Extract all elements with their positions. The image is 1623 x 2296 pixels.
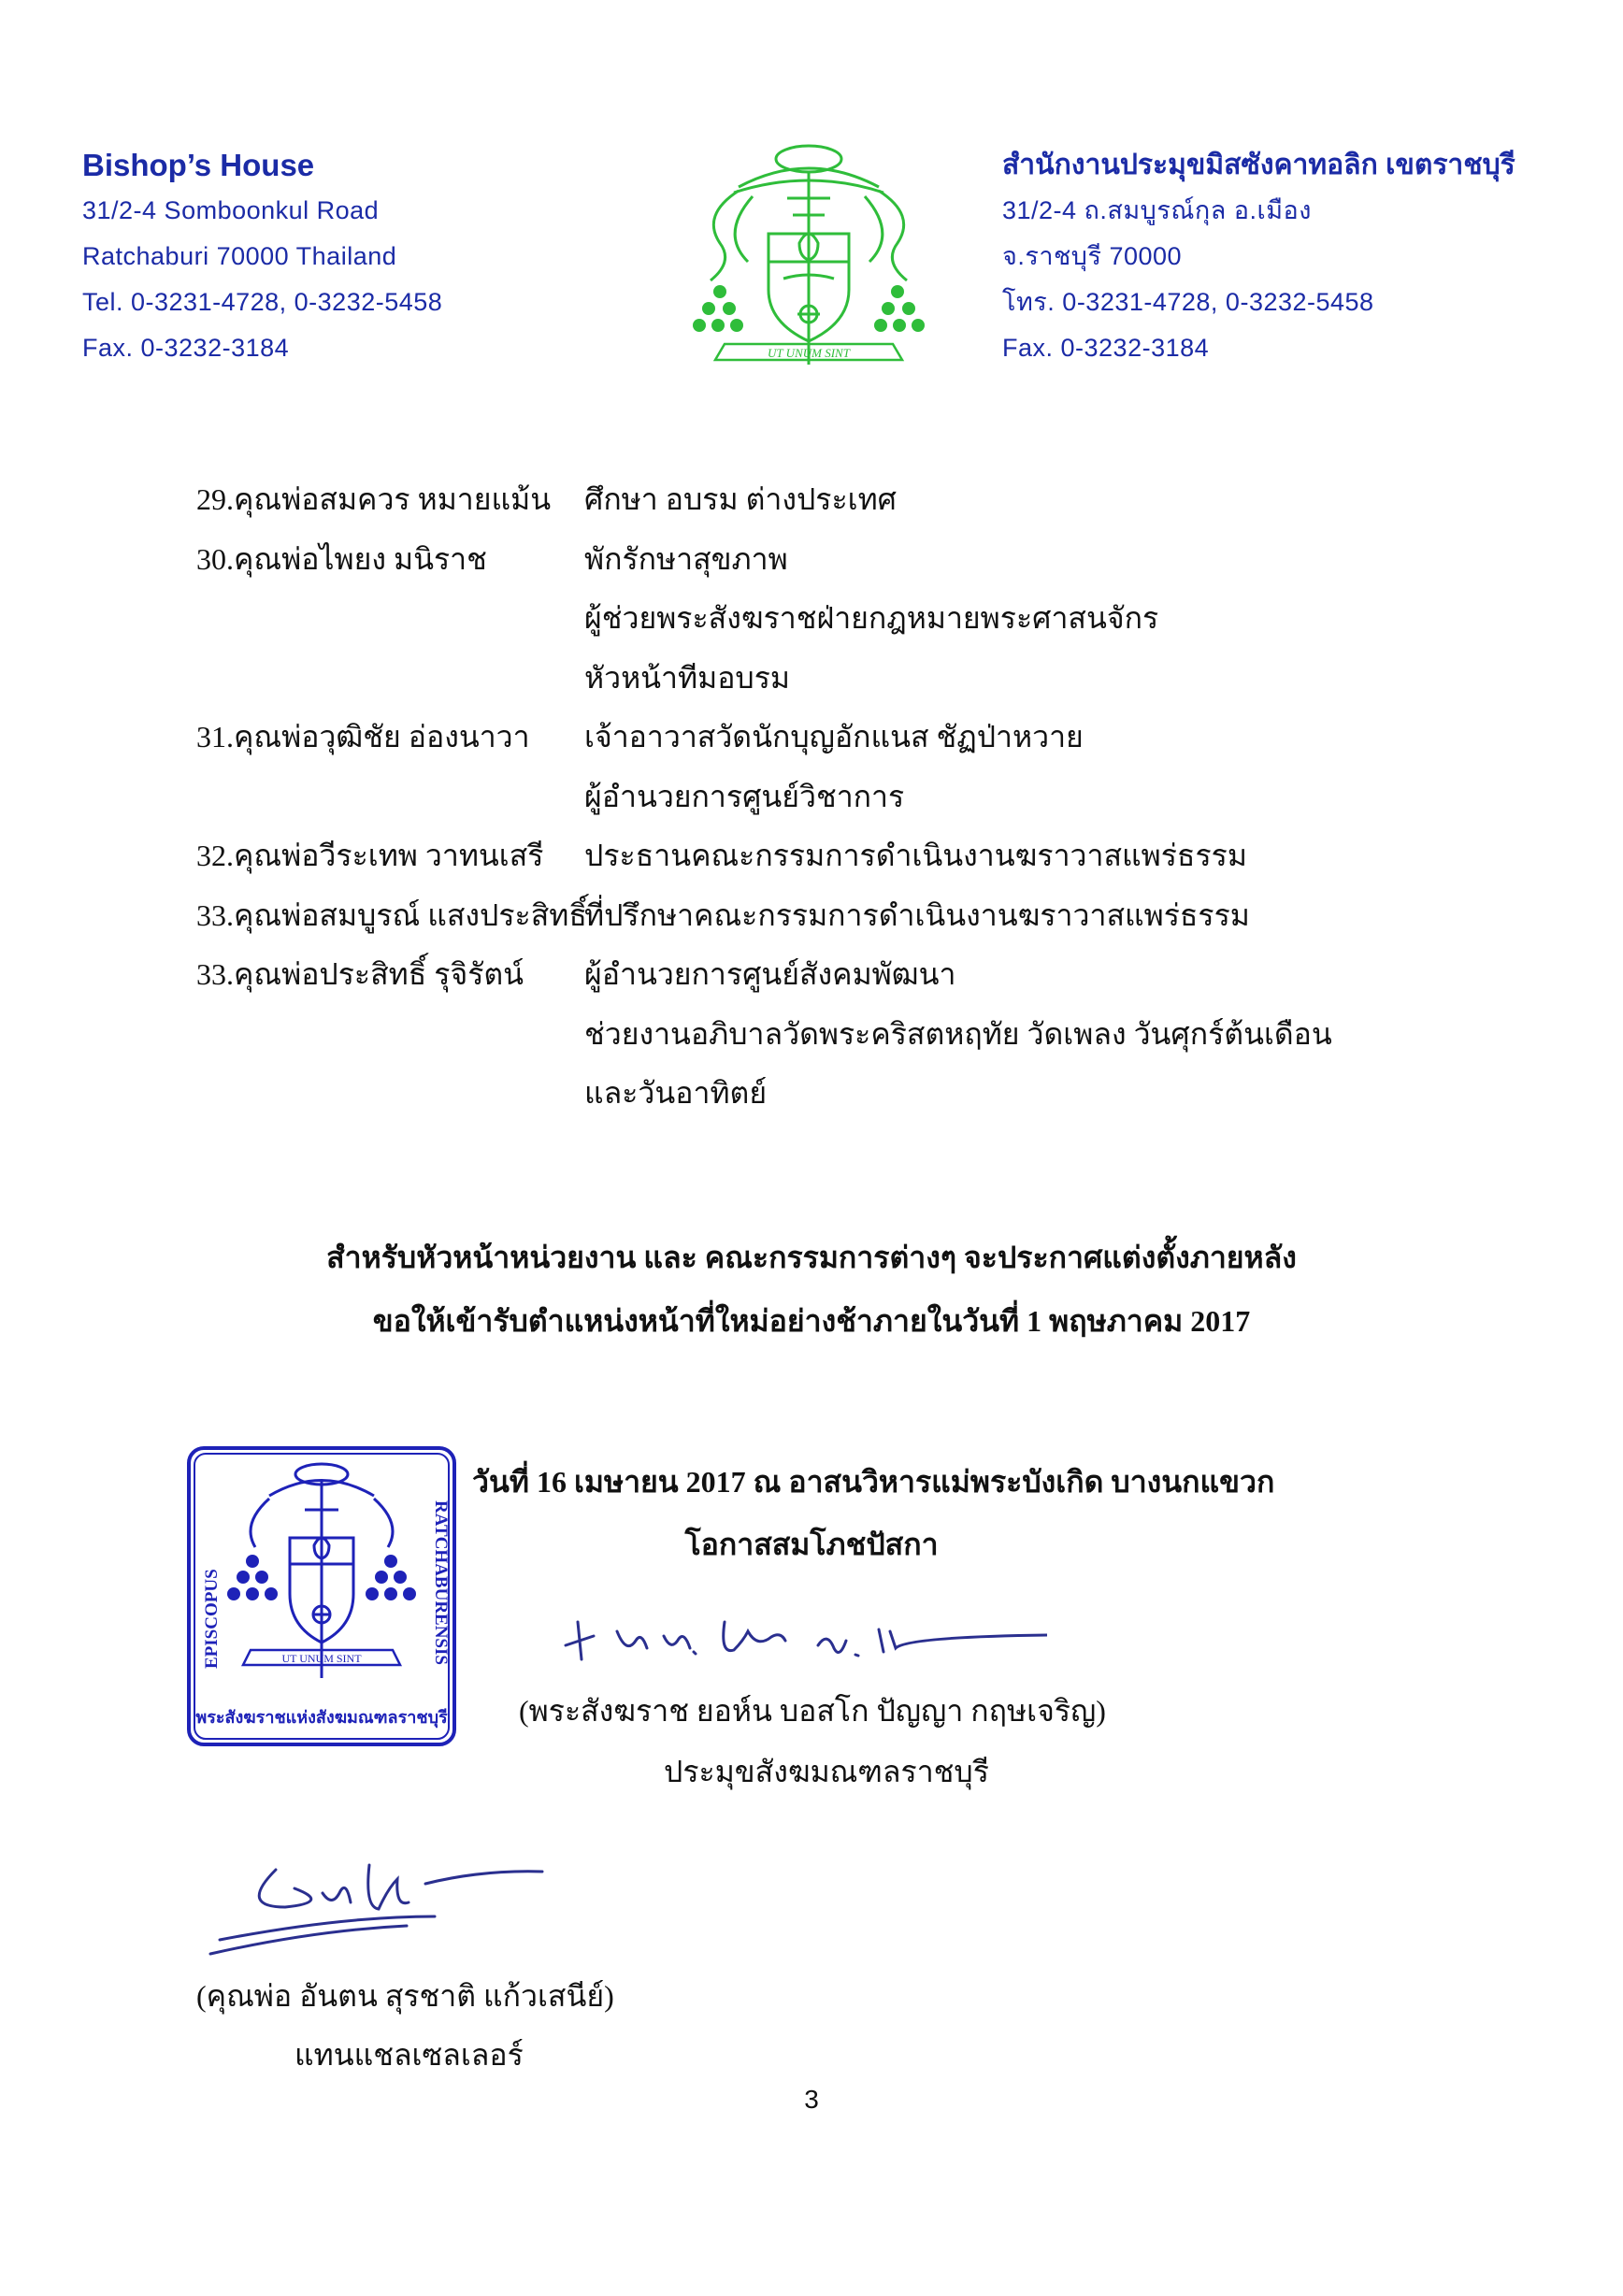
stamp-motto: UT UNUM SINT (281, 1652, 362, 1665)
entry-roles (584, 708, 1412, 826)
entry-name: 31.คุณพ่อวุฒิชัย อ่องนาวา (196, 720, 530, 753)
entry-name: 30.คุณพ่อไพยง มนิราช (196, 541, 487, 576)
office-name-thai: สำนักงานประมุขมิสซังคาทอลิก เขตราชบุรี (1002, 150, 1515, 180)
thai-address-line-1: 31/2-4 ถ.สมบูรณ์กุล อ.เมือง (1002, 196, 1312, 224)
list-item (196, 708, 1412, 826)
chancellor-title: แทนแชลเซลเลอร์ (294, 2038, 524, 2072)
entry-role: ผู้ช่วยพระสังฆราชฝ่ายกฎหมายพระศาสนจักร (584, 601, 1159, 635)
entry-roles (584, 530, 1412, 709)
entry-role: ช่วยงานอภิบาลวัดพระคริสตหฤทัย วัดเพลง วันศุกร์ต้นเดือน (584, 1016, 1332, 1051)
bishop-signature (561, 1594, 1047, 1678)
thai-address-line-2: จ.ราชบุรี 70000 (1002, 242, 1183, 270)
address-line-1: 31/2-4 Somboonkul Road (82, 196, 380, 224)
entry-role: ศึกษา อบรม ต่างประเทศ (584, 482, 897, 516)
official-seal-stamp (185, 1444, 458, 1748)
list-item (196, 886, 1412, 946)
bishop-title: ประมุขสังฆมณฑลราชบุรี (664, 1755, 989, 1788)
entry-name: 33.คุณพ่อสมบูรณ์ แสงประสิทธิ์ (196, 897, 587, 932)
date-line: วันที่ 16 เมษายน 2017 ณ อาสนวิหารแม่พระบังเกิด บางนกแขวก (472, 1465, 1275, 1499)
stamp-left-text: EPISCOPUS (202, 1569, 222, 1669)
occasion-line: โอกาสสมโภชปัสกา (684, 1528, 939, 1561)
header-left-address (82, 142, 606, 371)
appointment-list (196, 470, 1412, 1124)
bishop-name: (พระสังฆราช ยอห์น บอสโก ปัญญา กฤษเจริญ) (519, 1694, 1106, 1728)
header-right-address (1002, 142, 1563, 371)
fax-line: Fax. 0-3232-3184 (82, 334, 290, 362)
crest-motto: UT UNUM SINT (768, 346, 850, 360)
telephone-line: Tel. 0-3231-4728, 0-3232-5458 (82, 288, 443, 316)
entry-roles (584, 886, 1412, 946)
office-name-english: Bishop’s House (82, 148, 315, 182)
entry-role: ผู้อำนวยการศูนย์สังคมพัฒนา (584, 957, 956, 991)
thai-telephone-line: โทร. 0-3231-4728, 0-3232-5458 (1002, 288, 1374, 316)
list-item (196, 530, 1412, 709)
notice-line-2: ขอให้เข้ารับตำแหน่งหน้าที่ใหม่อย่างช้าภายในวันที่ 1 พฤษภาคม 2017 (372, 1304, 1251, 1338)
entry-role: หัวหน้าทีมอบรม (584, 660, 790, 695)
entry-role: เจ้าอาวาสวัดนักบุญอักแนส ชัฏป่าหวาย (584, 720, 1084, 753)
entry-roles (584, 826, 1412, 886)
stamp-bottom-text: พระสังฆราชแห่งสังฆมณฑลราชบุรี (195, 1708, 448, 1727)
entry-role: พักรักษาสุขภาพ (584, 541, 788, 576)
entry-roles (584, 945, 1412, 1124)
coat-of-arms-icon (682, 131, 935, 388)
thai-fax-line: Fax. 0-3232-3184 (1002, 334, 1210, 362)
entry-roles (584, 470, 1412, 530)
entry-name: 33.คุณพ่อประสิทธิ์ รุจิรัตน์ (196, 957, 524, 991)
list-item (196, 470, 1412, 530)
stamp-right-text: RATCHABURENSIS (431, 1500, 451, 1665)
entry-name: 29.คุณพ่อสมควร หมายแม้น (196, 482, 552, 516)
address-line-2: Ratchaburi 70000 Thailand (82, 242, 397, 270)
entry-role: ผู้อำนวยการศูนย์วิชาการ (584, 779, 905, 813)
entry-role: และวันอาทิตย์ (584, 1076, 768, 1110)
entry-role: ที่ปรึกษาคณะกรรมการดำเนินงานฆราวาสแพร่ธรรม (584, 897, 1250, 932)
list-item (196, 826, 1412, 886)
chancellor-signature (201, 1851, 547, 1973)
list-item (196, 945, 1412, 1124)
page-number: 3 (804, 2085, 819, 2114)
chancellor-name: (คุณพ่อ อันตน สุรชาติ แก้วเสนีย์) (196, 1979, 614, 2013)
entry-name: 32.คุณพ่อวีระเทพ วาทนเสรี (196, 839, 544, 872)
notice-line-1: สำหรับหัวหน้าหน่วยงาน และ คณะกรรมการต่างๆ จะประกาศแต่งตั้งภายหลัง (326, 1241, 1297, 1274)
entry-role: ประธานคณะกรรมการดำเนินงานฆราวาสแพร่ธรรม (584, 839, 1247, 872)
